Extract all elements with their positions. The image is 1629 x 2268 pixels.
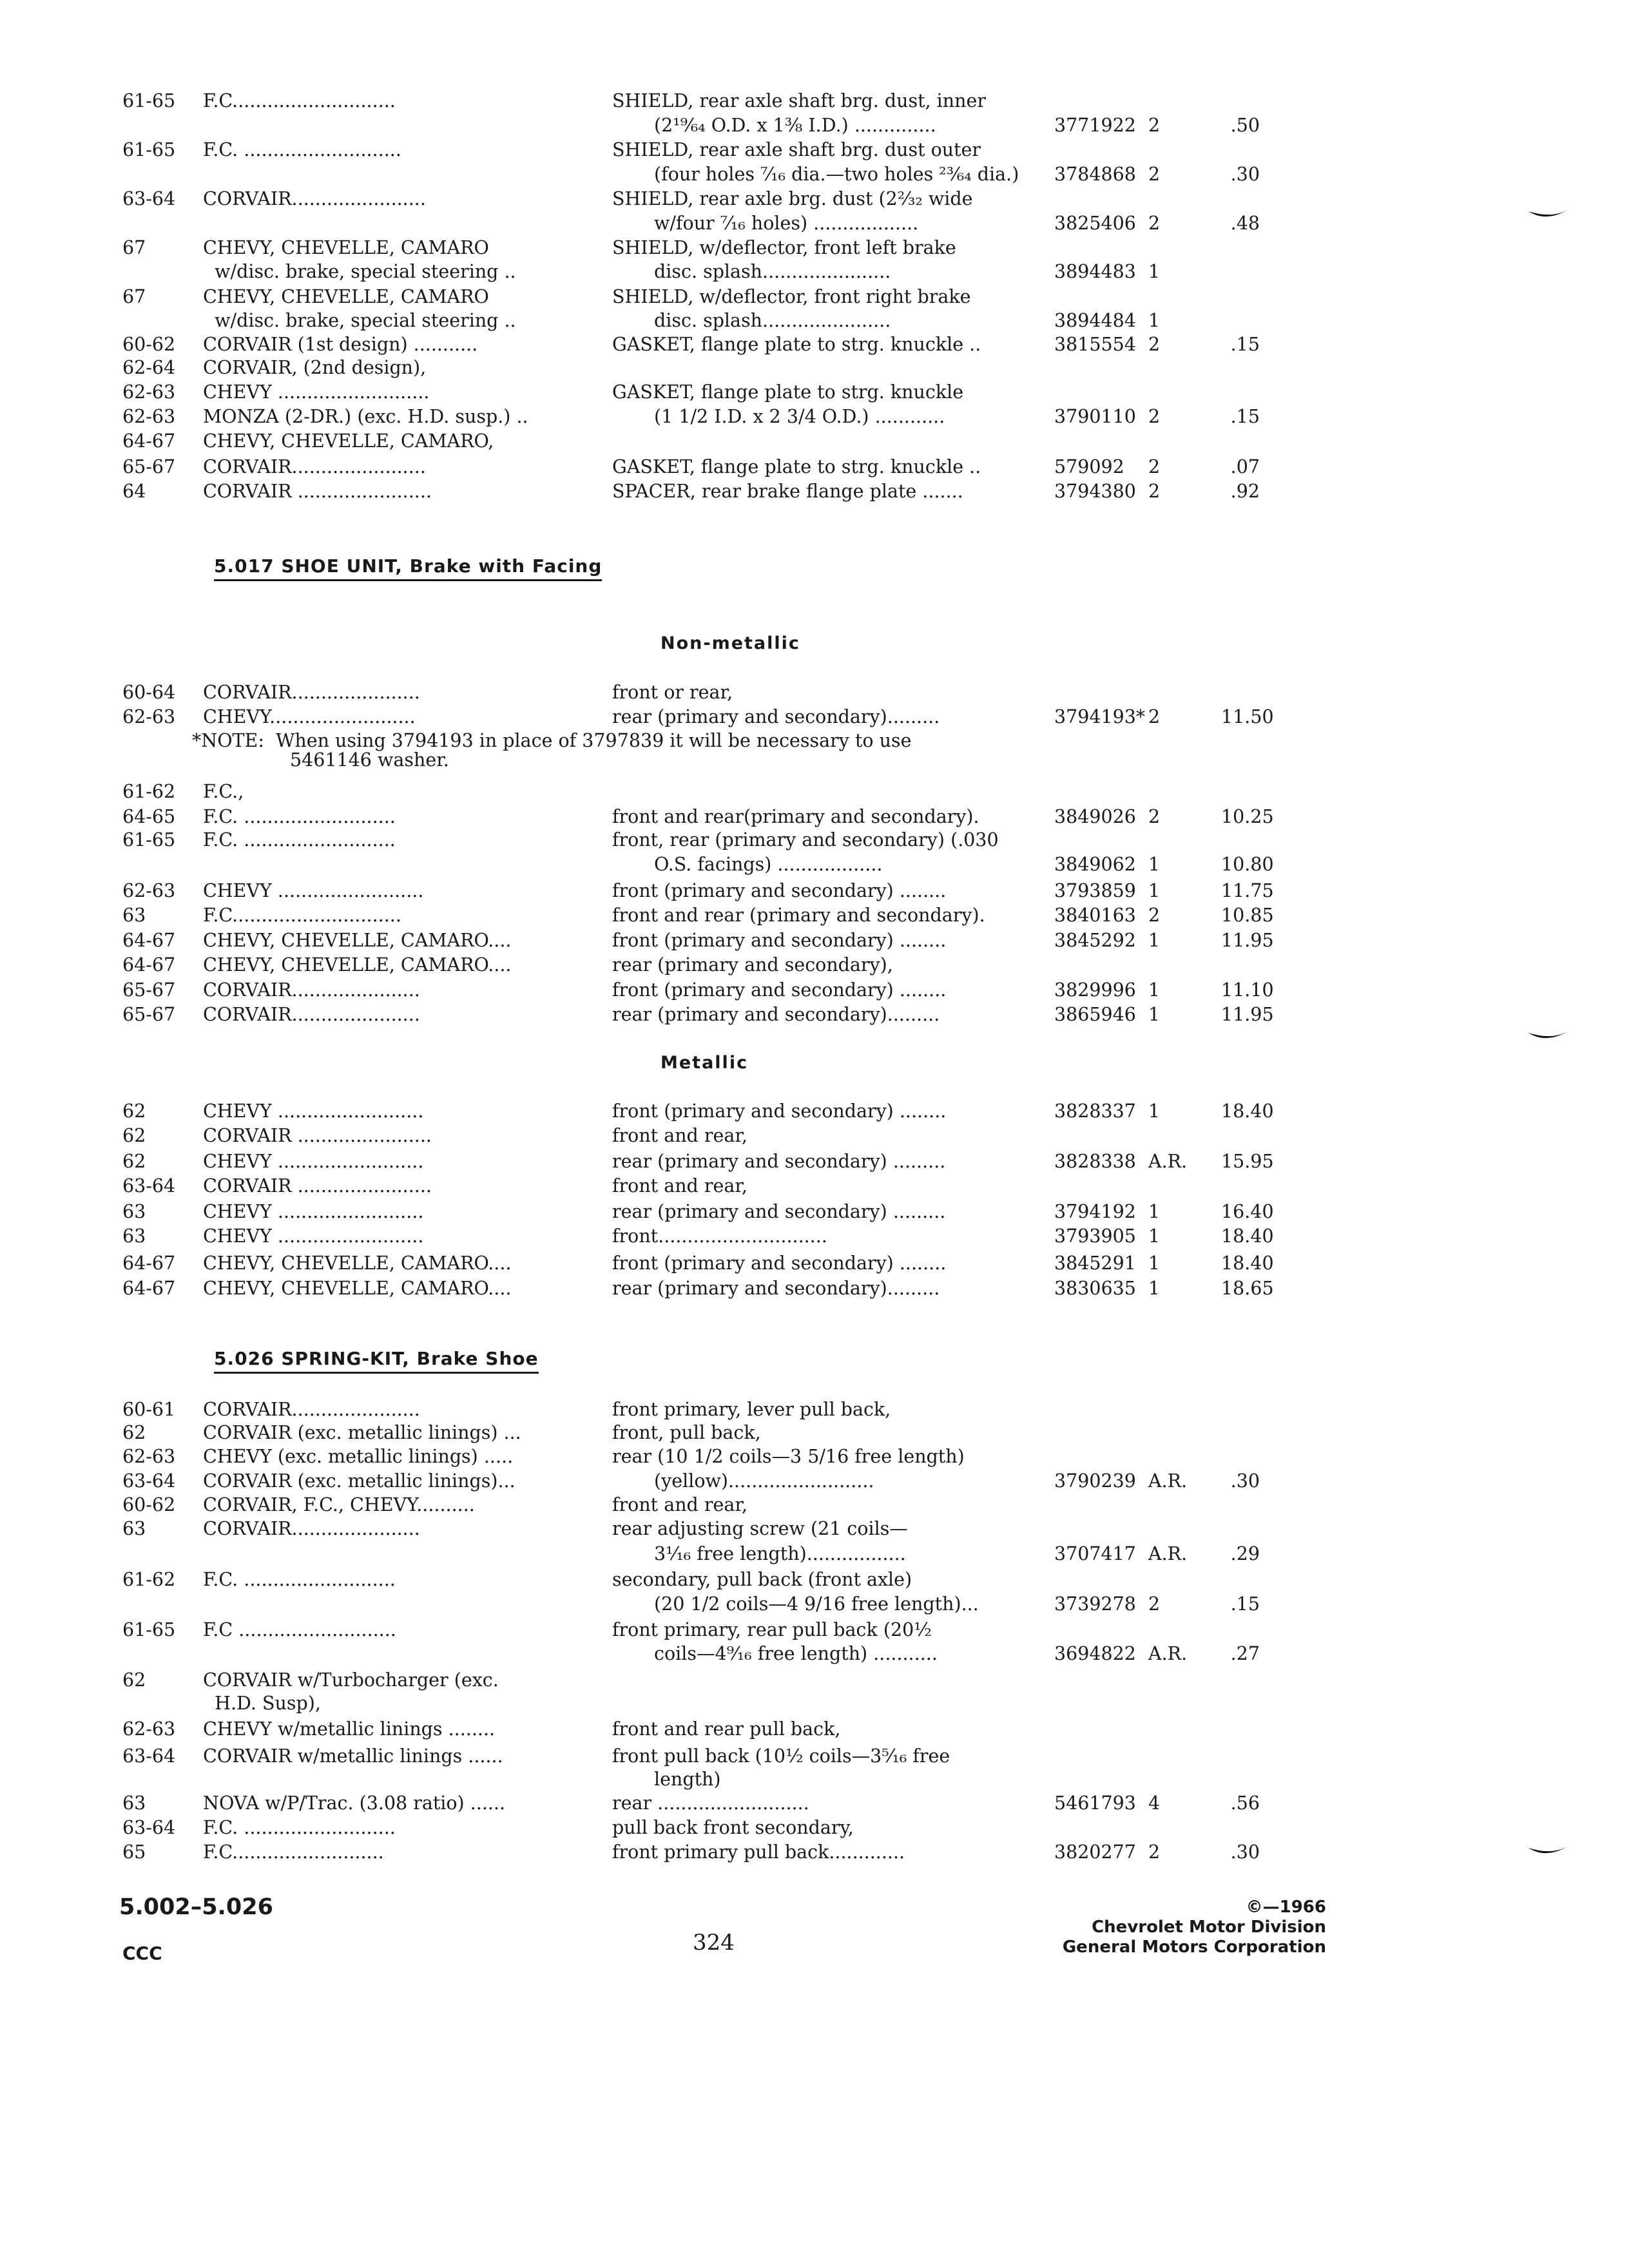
shoe-nonmetallic-row-model: CORVAIR...................... — [203, 979, 420, 1001]
shoe-nonmetallic-row-description: front (primary and secondary) ........ — [612, 930, 947, 951]
shield-row-model: MONZA (2-DR.) (exc. H.D. susp.) .. — [203, 406, 528, 427]
shoe-nonmetallic-row-model: CHEVY ......................... — [203, 880, 424, 901]
shoe-metallic-row-quantity: 1 — [1148, 1100, 1161, 1122]
spring-kit-row-description: front, pull back, — [612, 1422, 761, 1443]
shoe-metallic-row-year: 63-64 — [122, 1175, 176, 1196]
spring-kit-row-model: CORVAIR, F.C., CHEVY.......... — [203, 1494, 475, 1515]
shoe-nonmetallic-row-year: 62-63 — [122, 706, 176, 727]
shoe-nonmetallic-row-model: F.C. .......................... — [203, 829, 396, 850]
shoe-nonmetallic-row-price: 10.85 — [1221, 905, 1274, 926]
shoe-nonmetallic-row-quantity: 1 — [1148, 979, 1161, 1001]
shoe-nonmetallic-row-year: 61-62 — [122, 781, 176, 802]
shoe-metallic-row-year: 62 — [122, 1100, 146, 1122]
spring-kit-row-year: 63-64 — [122, 1470, 176, 1492]
shoe-metallic-row-description: front and rear, — [612, 1175, 747, 1196]
shoe-nonmetallic-row-year: 61-65 — [122, 829, 176, 850]
spring-kit-row-model: CHEVY (exc. metallic linings) ..... — [203, 1446, 514, 1467]
spring-kit-row-quantity: A.R. — [1148, 1643, 1188, 1664]
shield-row-description: disc. splash...................... — [654, 310, 891, 331]
shield-row-model: CORVAIR, (2nd design), — [203, 357, 427, 378]
shield-row-quantity: 2 — [1148, 115, 1161, 136]
shoe-metallic-row-year: 62 — [122, 1125, 146, 1146]
shield-row-price: .92 — [1230, 481, 1260, 502]
spring-kit-row-model: F.C.......................... — [203, 1841, 384, 1863]
shoe-metallic-row-year: 63 — [122, 1225, 146, 1247]
shield-row-model: CORVAIR....................... — [203, 188, 426, 209]
shield-row-description: (four holes ⁷⁄₁₆ dia.—two holes ²³⁄₆₄ dia.) — [654, 164, 1019, 185]
shield-row-quantity: 2 — [1148, 334, 1161, 355]
page-number: 324 — [693, 1930, 735, 1956]
division: Chevrolet Motor Division — [1092, 1917, 1326, 1937]
shoe-nonmetallic-row-quantity: 1 — [1148, 930, 1161, 951]
shoe-metallic-row-price: 18.40 — [1221, 1100, 1274, 1122]
spring-kit-row-year: 62 — [122, 1422, 146, 1443]
shoe-metallic-row-model: CHEVY ......................... — [203, 1151, 424, 1172]
shoe-metallic-row-price: 18.40 — [1221, 1225, 1274, 1247]
binder-mark-1 — [1527, 206, 1572, 224]
shield-row-description: GASKET, flange plate to strg. knuckle .. — [612, 456, 981, 477]
shield-row-year: 67 — [122, 237, 146, 258]
spring-kit-row-description: (20 1/2 coils—4 9/16 free length)... — [654, 1593, 979, 1615]
shoe-metallic-row-quantity: 1 — [1148, 1225, 1161, 1247]
shoe-metallic-row-description: front............................. — [612, 1225, 827, 1247]
shoe-nonmetallic-row-model: CHEVY, CHEVELLE, CAMARO.... — [203, 930, 512, 951]
shoe-metallic-row-part-number: 3830635 — [1054, 1278, 1136, 1299]
shield-row-year: 64 — [122, 481, 146, 502]
spring-kit-row-year: 63-64 — [122, 1745, 176, 1767]
spring-kit-row-quantity: 2 — [1148, 1841, 1161, 1863]
spring-kit-row-price: .30 — [1230, 1470, 1260, 1492]
shield-row-model: w/disc. brake, special steering .. — [203, 261, 516, 282]
spring-kit-row-model: F.C. .......................... — [203, 1817, 396, 1838]
shoe-nonmetallic-row-price: 10.80 — [1221, 854, 1274, 875]
shoe-metallic-row-description: front (primary and secondary) ........ — [612, 1253, 947, 1274]
shoe-nonmetallic-row-part-number: 3840163 — [1054, 905, 1136, 926]
spring-kit-row-model: CORVAIR...................... — [203, 1399, 420, 1420]
shoe-nonmetallic-row-description: O.S. facings) .................. — [654, 854, 883, 875]
shield-row-year: 67 — [122, 286, 146, 307]
spring-kit-row-quantity: 4 — [1148, 1792, 1161, 1814]
shoe-metallic-row-model: CHEVY, CHEVELLE, CAMARO.... — [203, 1253, 512, 1274]
shoe-nonmetallic-row-year: 62-63 — [122, 880, 176, 901]
shoe-metallic-row-price: 18.65 — [1221, 1278, 1274, 1299]
shoe-nonmetallic-row-year: 64-65 — [122, 806, 176, 827]
shield-row-part-number: 3794380 — [1054, 481, 1136, 502]
spring-kit-row-model: CHEVY w/metallic linings ........ — [203, 1718, 496, 1740]
spring-kit-row-part-number: 5461793 — [1054, 1792, 1136, 1814]
spring-kit-row-model: F.C ........................... — [203, 1619, 396, 1640]
shoe-nonmetallic-row-model: F.C. .......................... — [203, 806, 396, 827]
shoe-nonmetallic-row-quantity: 2 — [1148, 706, 1161, 727]
shoe-nonmetallic-row-price: 11.95 — [1221, 1004, 1274, 1025]
subheading-non-metallic: Non-metallic — [660, 633, 800, 653]
spring-kit-row-year: 62-63 — [122, 1718, 176, 1740]
shield-row-model: CORVAIR ....................... — [203, 481, 432, 502]
shield-row-part-number: 3771922 — [1054, 115, 1136, 136]
catalog-code: CCC — [122, 1943, 162, 1964]
spring-kit-row-model: CORVAIR w/metallic linings ...... — [203, 1745, 503, 1767]
spring-kit-row-model: F.C. .......................... — [203, 1569, 396, 1590]
shoe-nonmetallic-row-year: 64-67 — [122, 930, 176, 951]
shoe-nonmetallic-row-price: 11.75 — [1221, 880, 1274, 901]
spring-kit-row-price: .29 — [1230, 1543, 1260, 1564]
shoe-metallic-row-model: CORVAIR ....................... — [203, 1175, 432, 1196]
shoe-metallic-row-year: 62 — [122, 1151, 146, 1172]
shoe-nonmetallic-row-quantity: 2 — [1148, 806, 1161, 827]
shoe-metallic-row-model: CORVAIR ....................... — [203, 1125, 432, 1146]
shield-row-model: CHEVY, CHEVELLE, CAMARO, — [203, 430, 494, 452]
shield-row-price: .50 — [1230, 115, 1260, 136]
shoe-nonmetallic-row-model: CHEVY......................... — [203, 706, 416, 727]
shoe-metallic-row-price: 18.40 — [1221, 1253, 1274, 1274]
spring-kit-row-quantity: 2 — [1148, 1593, 1161, 1615]
spring-kit-row-part-number: 3820277 — [1054, 1841, 1136, 1863]
shield-row-price: .15 — [1230, 334, 1260, 355]
shield-row-year: 62-63 — [122, 381, 176, 403]
spring-kit-row-description: front and rear, — [612, 1494, 747, 1515]
spring-kit-row-description: pull back front secondary, — [612, 1817, 854, 1838]
shoe-nonmetallic-row-quantity: 1 — [1148, 880, 1161, 901]
shield-row-quantity: 1 — [1148, 261, 1161, 282]
spring-kit-row-year: 62 — [122, 1669, 146, 1691]
spring-kit-row-model: H.D. Susp), — [203, 1693, 321, 1714]
shoe-metallic-row-year: 63 — [122, 1201, 146, 1222]
shoe-nonmetallic-row-price: 11.10 — [1221, 979, 1274, 1001]
shoe-metallic-row-model: CHEVY ......................... — [203, 1100, 424, 1122]
spring-kit-row-quantity: A.R. — [1148, 1470, 1188, 1492]
spring-kit-row-year: 63 — [122, 1518, 146, 1539]
shoe-nonmetallic-row-year: 65-67 — [122, 1004, 176, 1025]
spring-kit-row-model: CORVAIR...................... — [203, 1518, 420, 1539]
shield-row-price: .15 — [1230, 406, 1260, 427]
shield-row-price: .30 — [1230, 164, 1260, 185]
spring-kit-row-part-number: 3707417 — [1054, 1543, 1136, 1564]
shield-row-model: CHEVY .......................... — [203, 381, 430, 403]
spring-kit-row-price: .30 — [1230, 1841, 1260, 1863]
shoe-nonmetallic-row-description: rear (primary and secondary)......... — [612, 706, 940, 727]
spring-kit-row-year: 60-61 — [122, 1399, 176, 1420]
spring-kit-row-model: CORVAIR (exc. metallic linings)... — [203, 1470, 516, 1492]
shoe-nonmetallic-row-description: front (primary and secondary) ........ — [612, 880, 947, 901]
shield-row-description: w/four ⁷⁄₁₆ holes) .................. — [654, 213, 919, 234]
shoe-metallic-row-quantity: A.R. — [1148, 1151, 1188, 1172]
shoe-metallic-row-price: 16.40 — [1221, 1201, 1274, 1222]
spring-kit-row-quantity: A.R. — [1148, 1543, 1188, 1564]
shoe-nonmetallic-row-part-number: 3845292 — [1054, 930, 1136, 951]
shield-row-quantity: 2 — [1148, 406, 1161, 427]
shield-row-part-number: 579092 — [1054, 456, 1124, 477]
spring-kit-row-description: front primary, rear pull back (20½ — [612, 1619, 932, 1640]
spring-kit-row-description: secondary, pull back (front axle) — [612, 1569, 912, 1590]
shoe-metallic-row-description: rear (primary and secondary) ......... — [612, 1201, 946, 1222]
shield-row-model: CHEVY, CHEVELLE, CAMARO — [203, 286, 489, 307]
shoe-metallic-row-part-number: 3828337 — [1054, 1100, 1136, 1122]
shoe-nonmetallic-row-model: F.C., — [203, 781, 244, 802]
shoe-nonmetallic-row-description: rear (primary and secondary)......... — [612, 1004, 940, 1025]
shoe-nonmetallic-row-model: CORVAIR...................... — [203, 682, 420, 703]
spring-kit-row-description: 3¹⁄₁₆ free length)................. — [654, 1543, 906, 1564]
shield-row-description: SHIELD, w/deflector, front right brake — [612, 286, 971, 307]
spring-kit-row-model: NOVA w/P/Trac. (3.08 ratio) ...... — [203, 1792, 506, 1814]
publisher-block — [1063, 1898, 1326, 1957]
spring-kit-row-description: rear .......................... — [612, 1792, 809, 1814]
shield-row-description: SHIELD, rear axle brg. dust (2²⁄₃₂ wide — [612, 188, 973, 209]
shield-row-part-number: 3790110 — [1054, 406, 1136, 427]
shield-row-year: 62-64 — [122, 357, 176, 378]
spring-kit-row-part-number: 3694822 — [1054, 1643, 1136, 1664]
shield-row-quantity: 2 — [1148, 213, 1161, 234]
shoe-metallic-row-price: 15.95 — [1221, 1151, 1274, 1172]
shoe-nonmetallic-row-quantity: 1 — [1148, 1004, 1161, 1025]
shoe-nonmetallic-row-part-number: 3865946 — [1054, 1004, 1136, 1025]
shield-row-year: 62-63 — [122, 406, 176, 427]
shield-row-quantity: 2 — [1148, 164, 1161, 185]
shoe-nonmetallic-row-price: 11.50 — [1221, 706, 1274, 727]
spring-kit-row-part-number: 3790239 — [1054, 1470, 1136, 1492]
shoe-nonmetallic-row-part-number: 3849026 — [1054, 806, 1136, 827]
spring-kit-row-model: CORVAIR (exc. metallic linings) ... — [203, 1422, 521, 1443]
spring-kit-row-year: 63 — [122, 1792, 146, 1814]
shoe-metallic-row-quantity: 1 — [1148, 1278, 1161, 1299]
spring-kit-row-description: front primary pull back............. — [612, 1841, 905, 1863]
shoe-metallic-row-description: rear (primary and secondary)......... — [612, 1278, 940, 1299]
spring-kit-row-price: .56 — [1230, 1792, 1260, 1814]
spring-kit-row-description: front primary, lever pull back, — [612, 1399, 891, 1420]
shoe-nonmetallic-row-model: CHEVY, CHEVELLE, CAMARO.... — [203, 954, 512, 975]
binder-mark-3 — [1527, 1843, 1572, 1861]
shoe-metallic-row-model: CHEVY, CHEVELLE, CAMARO.... — [203, 1278, 512, 1299]
shield-row-part-number: 3784868 — [1054, 164, 1136, 185]
shoe-metallic-row-description: rear (primary and secondary) ......... — [612, 1151, 946, 1172]
binder-mark-2 — [1527, 1028, 1572, 1046]
shield-row-price: .07 — [1230, 456, 1260, 477]
spring-kit-row-price: .15 — [1230, 1593, 1260, 1615]
shield-row-description: SHIELD, rear axle shaft brg. dust, inner — [612, 90, 986, 111]
shield-row-description: SHIELD, w/deflector, front left brake — [612, 237, 956, 258]
shoe-metallic-row-quantity: 1 — [1148, 1253, 1161, 1274]
shoe-nonmetallic-row-description: front (primary and secondary) ........ — [612, 979, 947, 1001]
shoe-nonmetallic-row-description: rear (primary and secondary), — [612, 954, 893, 975]
shield-row-model: CHEVY, CHEVELLE, CAMARO — [203, 237, 489, 258]
shoe-nonmetallic-row-description: front and rear(primary and secondary). — [612, 806, 979, 827]
shoe-metallic-row-year: 64-67 — [122, 1278, 176, 1299]
shoe-nonmetallic-row-description: front and rear (primary and secondary). — [612, 905, 985, 926]
spring-kit-row-description: length) — [654, 1769, 721, 1790]
spring-kit-row-price: .27 — [1230, 1643, 1260, 1664]
spring-kit-row-description: front and rear pull back, — [612, 1718, 841, 1740]
shoe-metallic-row-description: front (primary and secondary) ........ — [612, 1100, 947, 1122]
shoe-metallic-row-description: front and rear, — [612, 1125, 747, 1146]
spring-kit-row-description: front pull back (10½ coils—3⁵⁄₁₆ free — [612, 1745, 950, 1767]
spring-kit-row-year: 60-62 — [122, 1494, 176, 1515]
shield-row-quantity: 2 — [1148, 481, 1161, 502]
shield-row-model: F.C............................ — [203, 90, 396, 111]
shield-row-year: 63-64 — [122, 188, 176, 209]
spring-kit-row-model: CORVAIR w/Turbocharger (exc. — [203, 1669, 499, 1691]
shield-row-part-number: 3815554 — [1054, 334, 1136, 355]
spring-kit-row-description: rear adjusting screw (21 coils— — [612, 1518, 908, 1539]
shield-row-year: 65-67 — [122, 456, 176, 477]
shield-row-description: GASKET, flange plate to strg. knuckle .. — [612, 334, 981, 355]
shield-row-year: 61-65 — [122, 90, 176, 111]
corporation: General Motors Corporation — [1062, 1937, 1326, 1957]
shoe-nonmetallic-row-quantity: 2 — [1148, 905, 1161, 926]
shoe-metallic-row-model: CHEVY ......................... — [203, 1225, 424, 1247]
shield-row-model: w/disc. brake, special steering .. — [203, 310, 516, 331]
shield-row-quantity: 2 — [1148, 456, 1161, 477]
spring-kit-row-description: rear (10 1/2 coils—3 5/16 free length) — [612, 1446, 965, 1467]
shoe-nonmetallic-row-note: 5461146 washer. — [290, 749, 449, 771]
spring-kit-row-description: coils—4⁹⁄₁₆ free length) ........... — [654, 1643, 938, 1664]
section-title-spring-kit: 5.026 SPRING-KIT, Brake Shoe — [214, 1348, 539, 1374]
shoe-nonmetallic-row-description: front, rear (primary and secondary) (.030 — [612, 829, 999, 850]
shoe-nonmetallic-row-model: CORVAIR...................... — [203, 1004, 420, 1025]
shoe-metallic-row-model: CHEVY ......................... — [203, 1201, 424, 1222]
shield-row-year: 61-65 — [122, 139, 176, 160]
shoe-nonmetallic-row-year: 60-64 — [122, 682, 176, 703]
section-range: 5.002–5.026 — [119, 1894, 273, 1920]
shield-row-description: (2¹⁹⁄₆₄ O.D. x 1⅜ I.D.) .............. — [654, 115, 936, 136]
section-title-shoe-unit: 5.017 SHOE UNIT, Brake with Facing — [214, 555, 602, 581]
spring-kit-row-part-number: 3739278 — [1054, 1593, 1136, 1615]
shield-row-description: disc. splash...................... — [654, 261, 891, 282]
shoe-metallic-row-year: 64-67 — [122, 1253, 176, 1274]
spring-kit-row-year: 63-64 — [122, 1817, 176, 1838]
shield-row-part-number: 3825406 — [1054, 213, 1136, 234]
shoe-nonmetallic-row-part-number: 3849062 — [1054, 854, 1136, 875]
shield-row-model: CORVAIR....................... — [203, 456, 426, 477]
shoe-nonmetallic-row-quantity: 1 — [1148, 854, 1161, 875]
shoe-nonmetallic-row-year: 64-67 — [122, 954, 176, 975]
shield-row-year: 64-67 — [122, 430, 176, 452]
shield-row-quantity: 1 — [1148, 310, 1161, 331]
spring-kit-row-year: 61-62 — [122, 1569, 176, 1590]
shoe-nonmetallic-row-part-number: 3794193* — [1054, 706, 1146, 727]
shield-row-model: F.C. ........................... — [203, 139, 401, 160]
shield-row-price: .48 — [1230, 213, 1260, 234]
spring-kit-row-description: (yellow)......................... — [654, 1470, 874, 1492]
spring-kit-row-year: 62-63 — [122, 1446, 176, 1467]
shield-row-year: 60-62 — [122, 334, 176, 355]
copyright: ©—1966 — [1246, 1898, 1326, 1917]
shoe-nonmetallic-row-model: F.C............................. — [203, 905, 401, 926]
shoe-metallic-row-part-number: 3794192 — [1054, 1201, 1136, 1222]
shoe-metallic-row-quantity: 1 — [1148, 1201, 1161, 1222]
shield-row-description: (1 1/2 I.D. x 2 3/4 O.D.) ............ — [654, 406, 945, 427]
shoe-metallic-row-part-number: 3793905 — [1054, 1225, 1136, 1247]
spring-kit-row-year: 61-65 — [122, 1619, 176, 1640]
shield-row-model: CORVAIR (1st design) ........... — [203, 334, 478, 355]
shoe-nonmetallic-row-part-number: 3793859 — [1054, 880, 1136, 901]
shoe-nonmetallic-row-note: *NOTE: When using 3794193 in place of 3797839 it will be necessary to use — [192, 730, 912, 751]
shoe-metallic-row-part-number: 3828338 — [1054, 1151, 1136, 1172]
shoe-nonmetallic-row-price: 11.95 — [1221, 930, 1274, 951]
shoe-nonmetallic-row-year: 63 — [122, 905, 146, 926]
shoe-metallic-row-part-number: 3845291 — [1054, 1253, 1136, 1274]
shield-row-description: SPACER, rear brake flange plate ....... — [612, 481, 963, 502]
shield-row-part-number: 3894483 — [1054, 261, 1136, 282]
shoe-nonmetallic-row-description: front or rear, — [612, 682, 733, 703]
shield-row-part-number: 3894484 — [1054, 310, 1136, 331]
spring-kit-row-year: 65 — [122, 1841, 146, 1863]
subheading-metallic: Metallic — [660, 1053, 749, 1073]
shield-row-description: GASKET, flange plate to strg. knuckle — [612, 381, 964, 403]
shield-row-description: SHIELD, rear axle shaft brg. dust outer — [612, 139, 981, 160]
shoe-nonmetallic-row-part-number: 3829996 — [1054, 979, 1136, 1001]
shoe-nonmetallic-row-year: 65-67 — [122, 979, 176, 1001]
shoe-nonmetallic-row-price: 10.25 — [1221, 806, 1274, 827]
